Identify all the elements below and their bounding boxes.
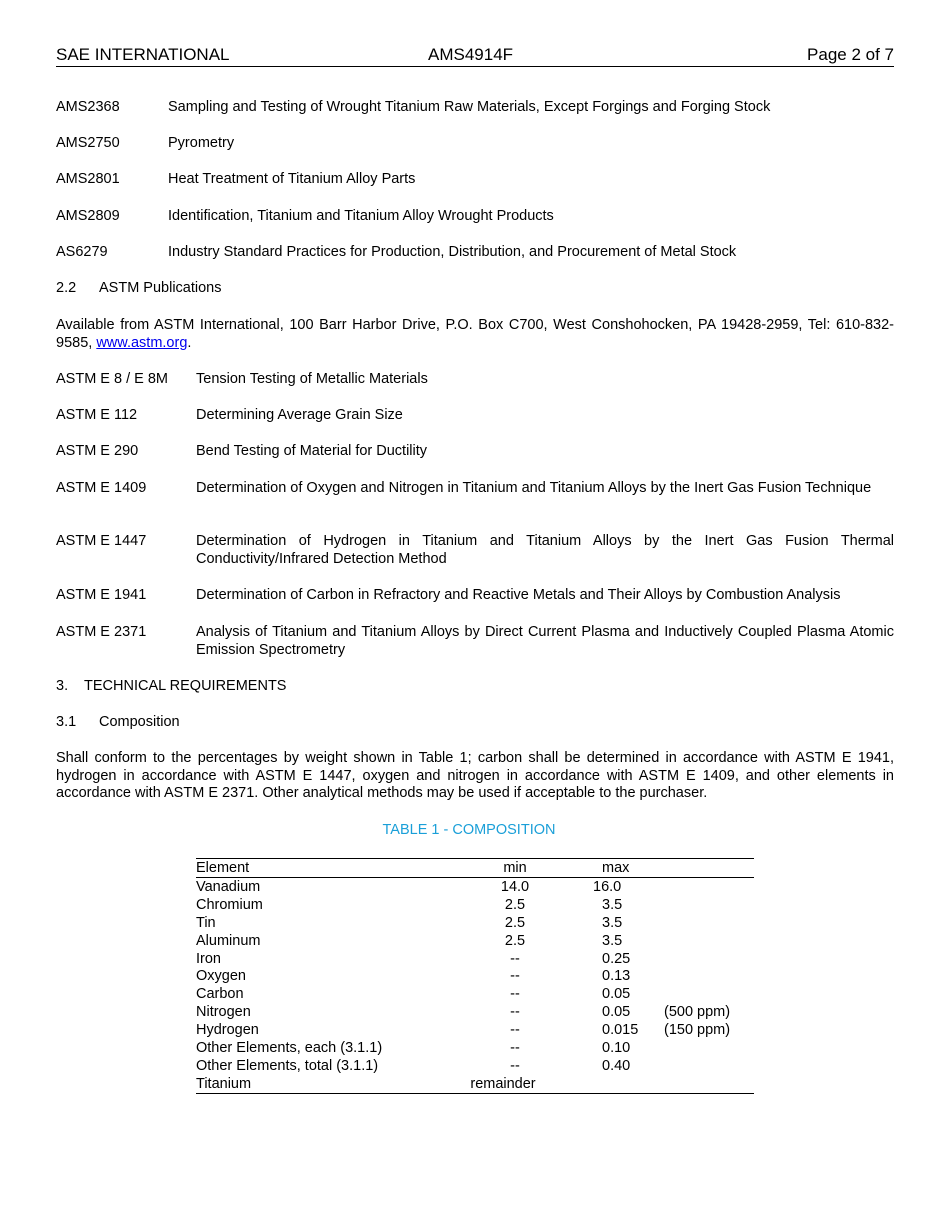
cell-element: Tin — [196, 914, 216, 931]
cell-min: -- — [510, 968, 520, 985]
section-title: ASTM Publications — [99, 280, 222, 296]
table-row — [196, 932, 754, 950]
header-element: Element — [196, 860, 250, 876]
cell-min: -- — [510, 1040, 520, 1057]
header-doc-number: AMS4914F — [428, 45, 514, 64]
header-min: min — [503, 860, 527, 876]
reference-code: AMS2750 — [56, 135, 120, 151]
cell-min: remainder — [470, 1075, 536, 1092]
cell-min: 2.5 — [504, 914, 526, 931]
cell-max: 0.13 — [602, 968, 631, 985]
table-row — [196, 896, 754, 914]
table-row — [196, 914, 754, 932]
reference-title: Determining Average Grain Size — [196, 407, 403, 423]
cell-min: -- — [510, 950, 520, 967]
astm-website-link[interactable]: www.astm.org — [96, 334, 188, 351]
cell-element: Aluminum — [196, 932, 261, 949]
cell-min: -- — [510, 1004, 520, 1021]
cell-max: 0.05 — [602, 986, 631, 1003]
reference-code: ASTM E 2371 — [56, 624, 147, 640]
reference-title: Pyrometry — [168, 135, 235, 151]
table-title: TABLE 1 - COMPOSITION — [382, 822, 556, 838]
cell-element: Carbon — [196, 986, 244, 1003]
cell-element: Iron — [196, 950, 221, 967]
cell-min: -- — [510, 1022, 520, 1039]
cell-element: Other Elements, each (3.1.1) — [196, 1040, 383, 1057]
cell-min: 2.5 — [504, 896, 526, 913]
cell-element: Oxygen — [196, 968, 246, 985]
section-heading-3-1 — [56, 714, 180, 732]
cell-max: 16.0 — [593, 879, 622, 895]
page-header — [56, 44, 894, 67]
cell-max: 3.5 — [602, 896, 623, 913]
cell-min: -- — [510, 1057, 520, 1074]
cell-max: 0.015 — [602, 1022, 639, 1039]
cell-max: 0.25 — [602, 950, 631, 967]
reference-code: ASTM E 290 — [56, 443, 139, 459]
table-header-row — [196, 859, 754, 878]
header-org: SAE INTERNATIONAL — [56, 45, 230, 64]
table-row — [196, 1039, 754, 1057]
reference-title: Heat Treatment of Titanium Alloy Parts — [168, 171, 416, 187]
cell-element: Other Elements, total (3.1.1) — [196, 1057, 379, 1074]
reference-title: Bend Testing of Material for Ductility — [196, 443, 428, 459]
reference-code: ASTM E 1409 — [56, 480, 147, 496]
cell-max: 3.5 — [602, 932, 623, 949]
table-row — [196, 1021, 754, 1039]
cell-max: 3.5 — [602, 914, 623, 931]
reference-title: Identification, Titanium and Titanium Alloy Wrought Products — [168, 208, 554, 224]
section-heading-3 — [56, 678, 286, 696]
section-title: Composition — [99, 714, 180, 730]
cell-min: 14.0 — [500, 879, 530, 895]
availability-text: Available from ASTM International, 100 Barr Harbor Drive, P.O. Box C700, West Conshohocken, PA 19428-2959, Tel: 610-832-9585, — [56, 317, 894, 351]
reference-code: AMS2368 — [56, 99, 120, 115]
reference-title: Determination of Hydrogen in Titanium and Titanium Alloys by the Inert Gas Fusion Thermal Conductivity/Infrared Detection Method — [196, 533, 894, 567]
section-heading-2-2 — [56, 280, 222, 298]
table-row — [196, 878, 754, 896]
table-row — [196, 950, 754, 968]
composition-table — [196, 858, 754, 1094]
cell-element: Titanium — [196, 1075, 252, 1092]
reference-code: ASTM E 1447 — [56, 533, 147, 549]
table-row — [196, 1057, 754, 1075]
header-max: max — [602, 860, 630, 876]
cell-max: 0.05 — [602, 1004, 631, 1021]
reference-code: AMS2801 — [56, 171, 120, 187]
cell-min: 2.5 — [504, 932, 526, 949]
reference-code: AMS2809 — [56, 208, 120, 224]
cell-element: Hydrogen — [196, 1022, 259, 1039]
reference-title: Tension Testing of Metallic Materials — [196, 371, 428, 387]
availability-end: . — [187, 334, 192, 351]
cell-note: (500 ppm) — [664, 1004, 731, 1021]
composition-paragraph: Shall conform to the percentages by weight shown in Table 1; carbon shall be determined in accordance with ASTM E 1941, hydrogen in accordance with ASTM E 1447, oxygen and nitrogen in accordance with ASTM E 1409, and other elements in accordance with ASTM E 2371. Other analytical methods may be used if acceptable to the purchaser. — [56, 750, 894, 801]
section-number: 3.1 — [56, 714, 77, 730]
reference-code: ASTM E 8 / E 8M — [56, 371, 168, 387]
cell-note: (150 ppm) — [664, 1022, 731, 1039]
section-number: 2.2 — [56, 280, 77, 296]
reference-code: ASTM E 112 — [56, 407, 138, 423]
astm-availability-paragraph — [56, 317, 894, 352]
reference-title: Determination of Oxygen and Nitrogen in Titanium and Titanium Alloys by the Inert Gas Fusion Technique — [196, 480, 872, 496]
header-page-number: Page 2 of 7 — [807, 45, 894, 64]
cell-element: Chromium — [196, 896, 263, 913]
table-row — [196, 967, 754, 985]
section-title: TECHNICAL REQUIREMENTS — [84, 678, 287, 694]
reference-title: Industry Standard Practices for Production, Distribution, and Procurement of Metal Stock — [168, 244, 737, 260]
reference-code: AS6279 — [56, 244, 108, 260]
reference-title: Analysis of Titanium and Titanium Alloys by Direct Current Plasma and Inductively Coupled Plasma Atomic Emission Spectrometry — [196, 624, 894, 658]
cell-min: -- — [510, 986, 520, 1003]
cell-max: 0.40 — [602, 1057, 631, 1074]
cell-element: Vanadium — [196, 879, 261, 895]
table-row — [196, 985, 754, 1003]
cell-element: Nitrogen — [196, 1004, 251, 1021]
cell-max: 0.10 — [602, 1040, 631, 1057]
reference-title: Sampling and Testing of Wrought Titanium Raw Materials, Except Forgings and Forging Stock — [168, 99, 771, 115]
reference-code: ASTM E 1941 — [56, 587, 147, 603]
section-number: 3. — [56, 678, 69, 694]
table-row — [196, 1075, 754, 1093]
reference-title: Determination of Carbon in Refractory and Reactive Metals and Their Alloys by Combustion Analysis — [196, 587, 841, 603]
table-row — [196, 1003, 754, 1021]
